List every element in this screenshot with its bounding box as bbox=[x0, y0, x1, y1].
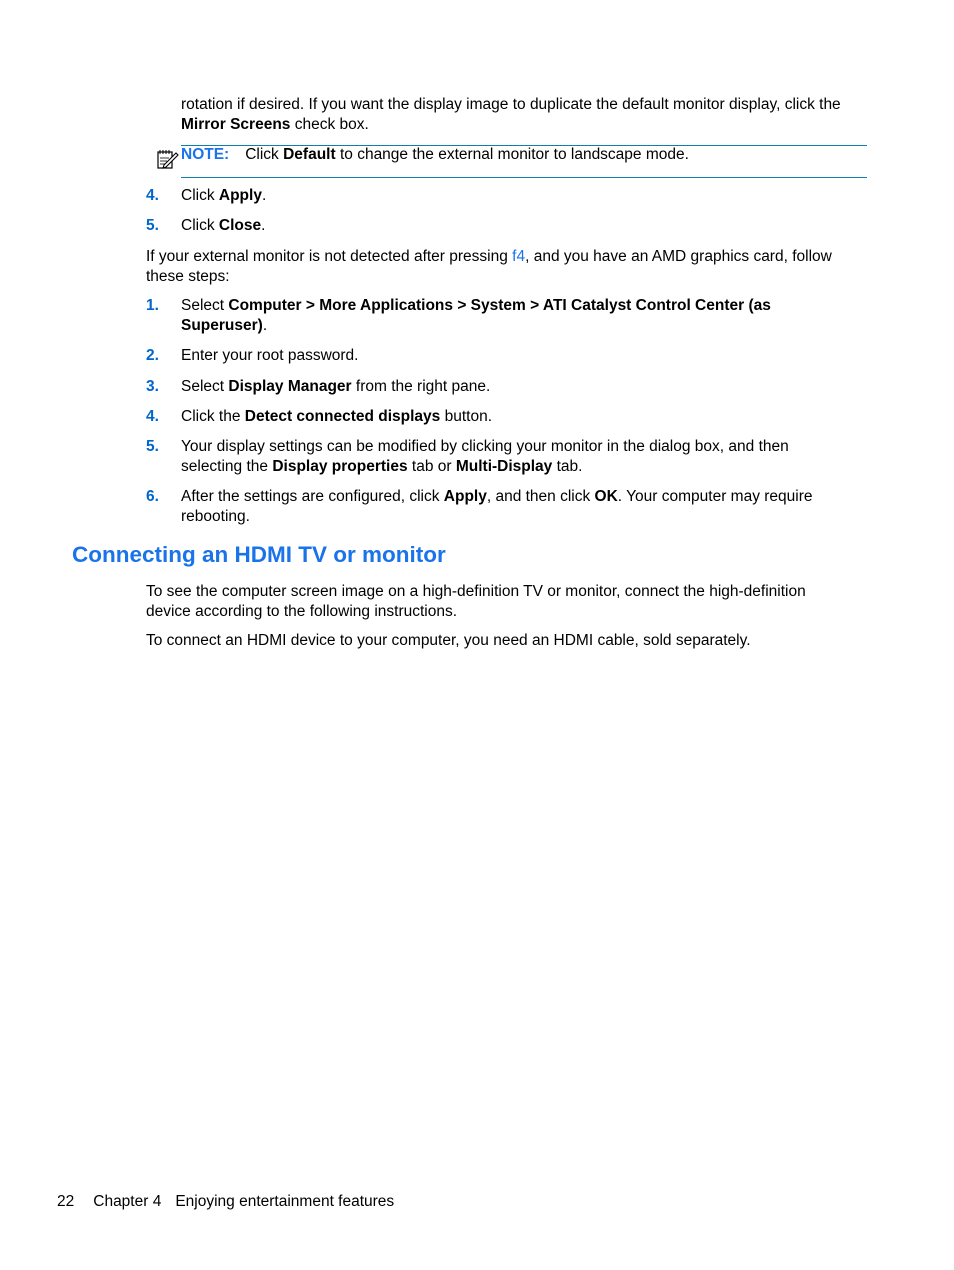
step-apply-ok bbox=[181, 487, 856, 527]
step-number: 5. bbox=[146, 217, 159, 234]
step-close bbox=[181, 216, 871, 236]
page-footer bbox=[57, 1192, 394, 1212]
step-text: . bbox=[261, 217, 266, 234]
step-bold: Display Manager bbox=[228, 378, 352, 395]
intro-rest: check box. bbox=[290, 116, 369, 133]
note-text bbox=[181, 145, 689, 165]
note-default-term: Default bbox=[283, 146, 336, 163]
step-number: 4. bbox=[146, 187, 159, 204]
amd-paragraph bbox=[146, 247, 871, 287]
note-post: to change the external monitor to landscape mode. bbox=[335, 146, 689, 163]
footer-chapter: Chapter 4 bbox=[93, 1193, 162, 1210]
step-text: , and then click bbox=[486, 488, 595, 505]
step-number: 1. bbox=[146, 297, 159, 314]
footer-chapter-title: Enjoying entertainment features bbox=[175, 1193, 395, 1210]
intro-line: rotation if desired. If you want the display image to duplicate the default monitor display, click the bbox=[181, 96, 841, 113]
step-detect-displays bbox=[181, 407, 871, 427]
step-bold: Detect connected displays bbox=[244, 408, 441, 425]
section-heading: Connecting an HDMI TV or monitor bbox=[72, 542, 446, 567]
step-text: Select bbox=[181, 378, 229, 395]
step-text: tab. bbox=[552, 458, 583, 475]
step-text: Your display settings can be modified by clicking your monitor in the dialog box, and then selecting the bbox=[181, 438, 789, 475]
page-number: 22 bbox=[57, 1193, 75, 1210]
step-text: Click bbox=[181, 217, 219, 234]
step-bold: Apply bbox=[218, 187, 262, 204]
step-text: . Your computer may require rebooting. bbox=[181, 488, 813, 525]
note-label: NOTE: bbox=[181, 146, 230, 163]
step-text: . bbox=[262, 317, 268, 334]
step-text: Enter your root password. bbox=[181, 347, 359, 364]
intro-paragraph bbox=[181, 95, 871, 135]
amd-text: If your external monitor is not detected after pressing bbox=[146, 248, 513, 265]
hdmi-paragraph-2: To connect an HDMI device to your computer, you need an HDMI cable, sold separately. bbox=[146, 632, 751, 649]
step-text: Click the bbox=[181, 408, 245, 425]
f4-link[interactable]: f4 bbox=[512, 248, 526, 265]
step-bold: OK bbox=[594, 488, 618, 505]
step-root-password bbox=[181, 346, 871, 366]
step-display-settings bbox=[181, 437, 831, 477]
mirror-screens-term: Mirror Screens bbox=[181, 116, 291, 133]
amd-text: , and you have an AMD graphics card, follow these steps: bbox=[146, 248, 832, 285]
step-number: 4. bbox=[146, 408, 159, 425]
note-pencil-icon bbox=[155, 147, 179, 171]
step-bold: Multi-Display bbox=[455, 458, 553, 475]
step-apply bbox=[181, 186, 871, 206]
step-text: Select bbox=[181, 297, 229, 314]
step-select-ati bbox=[181, 296, 821, 336]
step-display-manager bbox=[181, 377, 871, 397]
step-number: 2. bbox=[146, 347, 159, 364]
step-text: . bbox=[261, 187, 267, 204]
step-text: tab or bbox=[407, 458, 456, 475]
step-number: 6. bbox=[146, 488, 159, 505]
step-number: 3. bbox=[146, 378, 159, 395]
step-bold: Apply bbox=[443, 488, 487, 505]
step-text: from the right pane. bbox=[351, 378, 491, 395]
step-text: Click bbox=[181, 187, 219, 204]
note-pre: Click bbox=[245, 146, 284, 163]
step-bold: Close bbox=[218, 217, 262, 234]
step-text: button. bbox=[440, 408, 493, 425]
hdmi-paragraph-1: To see the computer screen image on a high-definition TV or monitor, connect the high-definition device according to the following instructions. bbox=[146, 583, 806, 620]
step-text: After the settings are configured, click bbox=[181, 488, 444, 505]
step-bold: Display properties bbox=[272, 458, 408, 475]
step-bold: Computer > More Applications > System > ATI Catalyst Control Center (as Superuser) bbox=[181, 297, 771, 334]
step-number: 5. bbox=[146, 438, 159, 455]
